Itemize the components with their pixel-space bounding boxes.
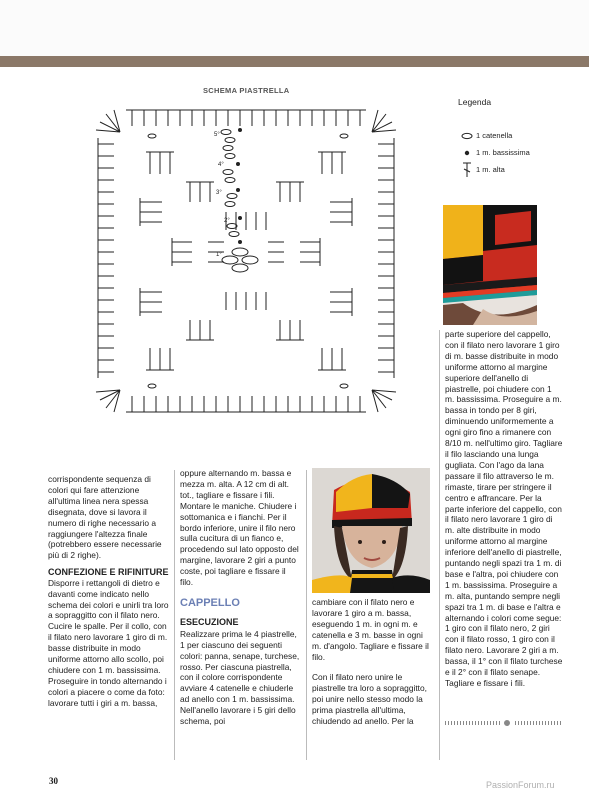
legend-item-double xyxy=(458,161,530,178)
subheading-execution: ESECUZIONE xyxy=(180,616,239,627)
round-label-4: 4° xyxy=(218,162,224,168)
inner-stitch-groups xyxy=(140,152,352,370)
border-left-stitches xyxy=(98,138,114,378)
border-right-stitches xyxy=(378,138,394,378)
border-bottom-stitches xyxy=(126,396,366,412)
col2-paragraph-2: Realizzare prima le 4 piastrelle, 1 per ciascuno dei seguenti colori: panna, senape, turchese, rosso. Per ciascuna piastrella, con il colore corrispondente avviare 4 catenelle e chiuderle ad anello con 1 m. bassissima. Nell'anello lavorare i 5 giri dello schema, poi xyxy=(180,628,300,727)
watermark: PassionForum.ru xyxy=(486,780,555,790)
model-photo xyxy=(312,468,430,593)
column-divider xyxy=(174,470,175,760)
col2-paragraph-1: oppure alternando m. bassa e mezza m. alta. A 12 cm di alt. tot., tagliare e fissare i fili. Montare le maniche. Chiudere i sottomanica e i fianchi. Per il bordo inferiore, unire il filo nero sulla cucitura di un fianco e, procedendo sul lato opposto del margine, lavorare 2 giri a punto coste, poi tagliare e fissare il filo. xyxy=(180,468,299,588)
round-label-5: 5° xyxy=(214,132,220,138)
decorative-dotted-rule xyxy=(445,720,563,726)
corner-fans xyxy=(96,110,396,412)
col1-paragraph-2: Disporre i rettangoli di dietro e davanti come indicato nello schema dei colori e unirli tra loro a sopraggitto con il filato nero. Cucire le spalle. Per il collo, con il filato nero lavorare 1 giro di m. basse distribuite in modo uniforme attorno allo scollo, poi chiudere con 1 m. bassissima. Proseguire in tondo alternando i colori a piacere o come da foto: lavorare tutti i giri a m. bassa, xyxy=(48,577,169,708)
legend-title: Legenda xyxy=(458,97,492,107)
crochet-tile-diagram xyxy=(80,92,425,432)
chain-ovals xyxy=(148,130,348,389)
section-heading-hat: CAPPELLO xyxy=(180,596,240,609)
round-label-2: 2° xyxy=(224,218,230,224)
legend-label-chain: 1 catenella xyxy=(476,131,513,140)
legend-label-slip: 1 m. bassissima xyxy=(476,148,530,157)
text-column-1 xyxy=(48,474,169,709)
col1-paragraph-1: corrispondente sequenza di colori qui fare attenzione all'ultima linea nera spessa disegnata, dove si lavora il numero di righe necessario a raggiungere l'altezza finale (potrebbero essere necessarie più di 2 righe). xyxy=(48,474,162,561)
chain-stitch-icon xyxy=(458,132,476,140)
legend xyxy=(458,97,530,178)
round-label-1: 1° xyxy=(216,252,222,258)
tile-outer-border xyxy=(96,110,396,412)
text-column-2 xyxy=(180,468,301,727)
double-crochet-icon xyxy=(458,161,476,179)
schema-title: SCHEMA PIASTRELLA xyxy=(203,86,290,95)
header-color-band xyxy=(0,56,589,67)
legend-item-slip xyxy=(458,144,530,161)
hat-photo-top xyxy=(443,205,537,325)
page-top-margin xyxy=(0,0,589,56)
col3-paragraph-2: Con il filato nero unire le piastrelle tra loro a sopraggitto, poi unire nello stesso modo la prima piastrella all'ultima, chiudendo ad anello. Per la xyxy=(312,672,427,727)
border-top-stitches xyxy=(126,110,366,126)
column-divider xyxy=(439,330,440,760)
legend-label-double: 1 m. alta xyxy=(476,165,505,174)
round-label-3: 3° xyxy=(216,190,222,196)
col4-paragraph-1: parte superiore del cappello, con il filato nero lavorare 1 giro di m. basse distribuite in modo uniforme attorno al margine superiore dell'anello di piastrelle, poi chiudere con 1 m. bassissima. Proseguire a m. bassa in tondo per 8 giri, diminuendo uniformemente a ogni giro fino a rimanere con 8/10 m. nell'ultimo giro. Tagliare il filo lasciando una lunga gugliata. Con l'ago da lana passare il filo attraverso le m. rimaste, tirare per stringere il centro e affrancare. Per la parte inferiore del cappello, con il filato nero lavorare 1 giro di m. alte distribuite in modo uniforme attorno al margine inferiore dell'anello di piastrelle, puntando negli spazi tra 1 m. di base e l'altra, poi chiudere con 1 m. bassissima. Proseguire a m. alta, puntando sempre negli spazi tra 1 m. di base e l'altra e alternando i colori come segue: 1 giro con il filato nero, 2 giri con il filato rosso, 1 giro con il filato nero. Lavorare 2 giri a m. bassa, il 1° con il filato turchese e il 2° con il filato senape. Tagliare e fissare i fili. xyxy=(445,329,563,688)
text-column-3 xyxy=(312,597,433,727)
section-heading-finishing: CONFEZIONE E RIFINITURE xyxy=(48,567,169,578)
col3-paragraph-1: cambiare con il filato nero e lavorare 1 giro a m. bassa, eseguendo 1 m. in ogni m. e catenella e 3 m. basse in ogni m. d'angolo. Tagliare e fissare il filo. xyxy=(312,597,429,662)
slip-stitch-icon xyxy=(458,149,476,157)
column-divider xyxy=(306,470,307,760)
legend-item-chain xyxy=(458,127,530,144)
page-number: 30 xyxy=(49,776,58,786)
text-column-4 xyxy=(445,329,563,689)
